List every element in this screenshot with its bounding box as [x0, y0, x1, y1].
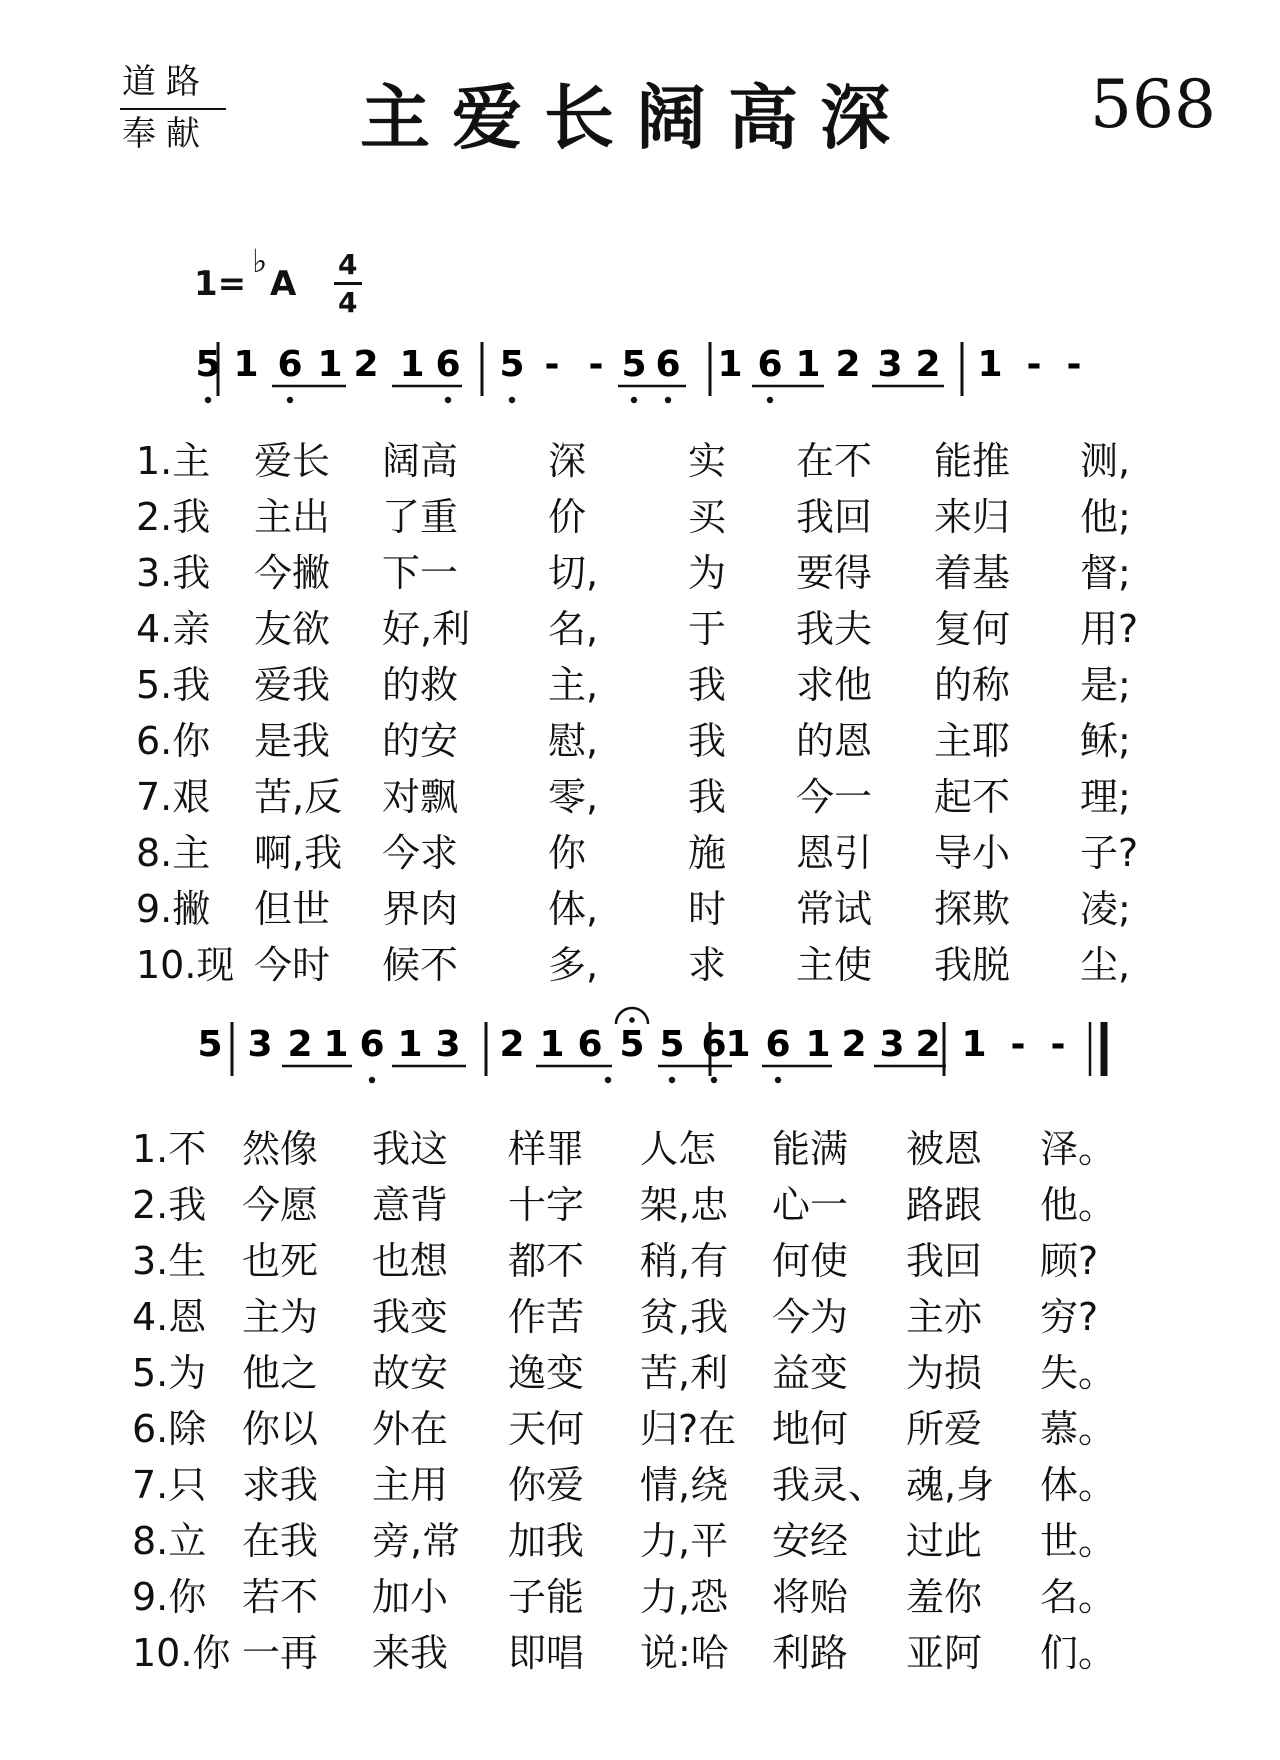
lyric-syllable: 慕。: [1040, 1407, 1117, 1451]
note: 2: [915, 1024, 941, 1065]
lyric-syllable: 你以: [242, 1407, 319, 1451]
note: 6: [701, 1024, 727, 1065]
lyric-syllable: 他。: [1040, 1183, 1117, 1227]
category-bottom: 奉献: [122, 114, 210, 154]
notation-line-1: [0, 330, 1280, 420]
key-letter: A: [270, 264, 297, 304]
note: 5: [621, 344, 647, 385]
lyric-syllable: 能推: [934, 439, 1011, 483]
lyric-syllable: 2.我: [132, 1183, 207, 1227]
lyric-syllable: 魂,身: [906, 1463, 995, 1507]
time-signature-bottom: 4: [338, 286, 358, 319]
lyric-syllable: 尘,: [1080, 943, 1131, 987]
lyric-syllable: 好,利: [382, 607, 471, 651]
lyric-syllable: 主使: [796, 943, 873, 987]
note: 3: [877, 344, 903, 385]
lyric-syllable: 在不: [796, 439, 873, 483]
lyric-syllable: 羞你: [906, 1575, 983, 1619]
lyric-syllable: 作苦: [508, 1295, 585, 1339]
lyric-syllable: 理;: [1080, 775, 1131, 819]
lyric-syllable: 我脱: [934, 943, 1011, 987]
note: -: [1026, 344, 1042, 385]
lyric-syllable: 今时: [254, 943, 331, 987]
lyric-syllable: 5.我: [136, 663, 211, 707]
lyric-syllable: 要得: [796, 551, 873, 595]
lyric-syllable: 我回: [906, 1239, 983, 1283]
note: 5: [195, 344, 221, 385]
lyric-syllable: 世。: [1040, 1519, 1117, 1563]
lyric-syllable: 稍,有: [640, 1239, 729, 1283]
lyric-syllable: 爱我: [254, 663, 331, 707]
lyric-syllable: 为损: [906, 1351, 983, 1395]
low-octave-dot: [631, 397, 637, 403]
lyric-syllable: 10.现: [136, 943, 235, 987]
lyric-syllable: 贫,我: [640, 1295, 729, 1339]
lyric-syllable: 今为: [772, 1295, 849, 1339]
lyric-syllable: 苦,利: [640, 1351, 729, 1395]
low-octave-dot: [445, 397, 451, 403]
lyric-syllable: 你爱: [508, 1463, 585, 1507]
lyric-syllable: 我夫: [796, 607, 873, 651]
lyric-syllable: 安经: [772, 1519, 849, 1563]
note: 1: [725, 1024, 751, 1065]
note: 1: [795, 344, 821, 385]
lyric-syllable: 都不: [508, 1239, 585, 1283]
lyric-syllable: 地何: [772, 1407, 849, 1451]
hymn-title: 主爱长阔高深: [360, 77, 912, 159]
lyric-syllable: 但世: [254, 887, 331, 931]
lyric-syllable: 施: [688, 831, 727, 875]
lyric-syllable: 7.只: [132, 1463, 207, 1507]
lyric-syllable: 多,: [548, 943, 599, 987]
lyric-syllable: 顾?: [1040, 1239, 1099, 1283]
low-octave-dot: [669, 1077, 675, 1083]
time-signature-top: 4: [338, 248, 358, 281]
lyric-syllable: 心一: [772, 1183, 849, 1227]
note: -: [1066, 344, 1082, 385]
lyric-syllable: 外在: [372, 1407, 449, 1451]
lyric-syllable: 路跟: [906, 1183, 983, 1227]
note: 6: [655, 344, 681, 385]
lyric-syllable: 求: [688, 943, 727, 987]
lyric-syllable: 主用: [372, 1463, 449, 1507]
lyric-syllable: 主亦: [906, 1295, 983, 1339]
lyric-syllable: 旁,常: [372, 1519, 461, 1563]
lyric-syllable: 一再: [242, 1631, 319, 1675]
lyric-syllable: 也想: [372, 1239, 449, 1283]
lyric-syllable: 下一: [382, 551, 459, 595]
lyric-syllable: 能满: [772, 1127, 849, 1171]
lyric-syllable: 即唱: [508, 1631, 585, 1675]
lyric-syllable: 啊,我: [254, 831, 343, 875]
lyric-syllable: 对飘: [382, 775, 459, 819]
note: 3: [247, 1024, 273, 1065]
lyric-syllable: 复何: [934, 607, 1011, 651]
note: 1: [805, 1024, 831, 1065]
note: 1: [323, 1024, 349, 1065]
lyric-syllable: 深: [548, 439, 587, 483]
lyric-syllable: 我: [688, 663, 727, 707]
lyric-syllable: 将贻: [772, 1575, 849, 1619]
lyric-syllable: 泽。: [1040, 1127, 1117, 1171]
lyric-syllable: 你: [548, 831, 587, 875]
lyric-syllable: 时: [688, 887, 727, 931]
lyric-syllable: 的称: [934, 663, 1011, 707]
note: 1: [317, 344, 343, 385]
lyric-syllable: 今求: [382, 831, 459, 875]
lyric-syllable: 架,忠: [640, 1183, 729, 1227]
lyric-syllable: 然像: [242, 1127, 319, 1171]
lyric-syllable: 阔高: [382, 439, 459, 483]
lyric-syllable: 子?: [1080, 831, 1139, 875]
note: 2: [353, 344, 379, 385]
note: 5: [499, 344, 525, 385]
lyric-syllable: 3.生: [132, 1239, 207, 1283]
lyric-syllable: 体。: [1040, 1463, 1117, 1507]
lyric-syllable: 我: [688, 775, 727, 819]
key-prefix: 1=: [194, 264, 247, 304]
lyric-syllable: 1.主: [136, 439, 211, 483]
lyric-syllable: 候不: [382, 943, 459, 987]
lyric-syllable: 的救: [382, 663, 459, 707]
lyric-syllable: 凌;: [1080, 887, 1131, 931]
lyric-syllable: 7.艰: [136, 775, 211, 819]
lyric-syllable: 我: [688, 719, 727, 763]
lyric-syllable: 为: [688, 551, 727, 595]
lyric-syllable: 情,绕: [640, 1463, 729, 1507]
lyric-syllable: 子能: [508, 1575, 585, 1619]
low-octave-dot: [509, 397, 515, 403]
notation-line-2: [0, 1000, 1280, 1110]
lyric-syllable: 加小: [372, 1575, 449, 1619]
lyric-syllable: 样罪: [508, 1127, 585, 1171]
note: 6: [757, 344, 783, 385]
lyric-syllable: 是我: [254, 719, 331, 763]
lyric-syllable: 我变: [372, 1295, 449, 1339]
lyric-syllable: 稣;: [1080, 719, 1131, 763]
lyric-syllable: 零,: [548, 775, 599, 819]
lyric-syllable: 买: [688, 495, 727, 539]
lyric-syllable: 十字: [508, 1183, 585, 1227]
lyric-syllable: 主出: [254, 495, 331, 539]
note: 2: [499, 1024, 525, 1065]
note: 6: [765, 1024, 791, 1065]
lyric-syllable: 主,: [548, 663, 599, 707]
note: 1: [539, 1024, 565, 1065]
lyric-syllable: 归?在: [640, 1407, 737, 1451]
lyric-syllable: 4.恩: [132, 1295, 207, 1339]
lyric-syllable: 意背: [372, 1183, 449, 1227]
lyric-syllable: 友欲: [254, 607, 331, 651]
note: 6: [435, 344, 461, 385]
note: 3: [879, 1024, 905, 1065]
lyric-syllable: 测,: [1080, 439, 1131, 483]
note: -: [1010, 1024, 1026, 1065]
note: 5: [659, 1024, 685, 1065]
lyric-syllable: 也死: [242, 1239, 319, 1283]
note: 1: [717, 344, 743, 385]
lyric-syllable: 今撇: [254, 551, 331, 595]
note: 1: [977, 344, 1003, 385]
lyric-syllable: 实: [688, 439, 727, 483]
low-octave-dot: [665, 397, 671, 403]
lyric-syllable: 慰,: [548, 719, 599, 763]
note: 2: [915, 344, 941, 385]
lyric-syllable: 加我: [508, 1519, 585, 1563]
lyric-syllable: 恩引: [796, 831, 873, 875]
hymn-number: 568: [1090, 66, 1216, 143]
lyric-syllable: 界肉: [382, 887, 459, 931]
lyric-syllable: 我回: [796, 495, 873, 539]
lyric-syllable: 的恩: [796, 719, 873, 763]
lyric-syllable: 我这: [372, 1127, 449, 1171]
lyric-syllable: 1.不: [132, 1127, 207, 1171]
lyric-syllable: 们。: [1040, 1631, 1117, 1675]
lyric-syllable: 用?: [1080, 607, 1139, 651]
lyric-syllable: 求我: [242, 1463, 319, 1507]
low-octave-dot: [205, 397, 211, 403]
note: 1: [399, 344, 425, 385]
lyric-syllable: 穷?: [1040, 1295, 1099, 1339]
lyric-syllable: 失。: [1040, 1351, 1117, 1395]
lyric-syllable: 8.立: [132, 1519, 207, 1563]
low-octave-dot: [369, 1077, 375, 1083]
lyric-syllable: 求他: [796, 663, 873, 707]
lyric-syllable: 的安: [382, 719, 459, 763]
note: 1: [233, 344, 259, 385]
note: 5: [197, 1024, 223, 1065]
lyric-syllable: 切,: [548, 551, 599, 595]
lyric-syllable: 10.你: [132, 1631, 231, 1675]
low-octave-dot: [711, 1077, 717, 1083]
note: 5: [619, 1024, 645, 1065]
note: 2: [835, 344, 861, 385]
lyric-syllable: 过此: [906, 1519, 983, 1563]
lyric-syllable: 今愿: [242, 1183, 319, 1227]
lyric-syllable: 3.我: [136, 551, 211, 595]
lyric-syllable: 主为: [242, 1295, 319, 1339]
lyric-syllable: 苦,反: [254, 775, 343, 819]
note: -: [1050, 1024, 1066, 1065]
lyric-syllable: 着基: [934, 551, 1011, 595]
lyric-syllable: 探欺: [934, 887, 1011, 931]
lyric-syllable: 6.除: [132, 1407, 207, 1451]
lyric-syllable: 我灵、: [772, 1463, 887, 1507]
lyric-syllable: 9.撇: [136, 887, 211, 931]
note: 6: [359, 1024, 385, 1065]
lyric-syllable: 价: [548, 495, 587, 539]
lyric-syllable: 利路: [772, 1631, 849, 1675]
lyric-syllable: 了重: [382, 495, 459, 539]
lyric-syllable: 被恩: [906, 1127, 983, 1171]
lyric-syllable: 8.主: [136, 831, 211, 875]
note: 3: [435, 1024, 461, 1065]
lyric-syllable: 名。: [1040, 1575, 1117, 1619]
lyric-syllable: 常试: [796, 887, 873, 931]
lyric-syllable: 体,: [548, 887, 599, 931]
lyric-syllable: 于: [688, 607, 727, 651]
lyric-syllable: 9.你: [132, 1575, 207, 1619]
note: 6: [277, 344, 303, 385]
lyric-syllable: 2.我: [136, 495, 211, 539]
lyric-syllable: 亚阿: [906, 1631, 983, 1675]
note: 2: [287, 1024, 313, 1065]
lyric-syllable: 他之: [242, 1351, 319, 1395]
lyric-syllable: 人怎: [640, 1127, 717, 1171]
lyric-syllable: 来归: [934, 495, 1011, 539]
lyric-syllable: 何使: [772, 1239, 849, 1283]
low-octave-dot: [775, 1077, 781, 1083]
lyric-syllable: 督;: [1080, 551, 1131, 595]
lyric-syllable: 说:哈: [640, 1631, 729, 1675]
lyric-syllable: 起不: [934, 775, 1011, 819]
lyric-syllable: 故安: [372, 1351, 449, 1395]
fermata-dot: [629, 1017, 635, 1023]
low-octave-dot: [767, 397, 773, 403]
low-octave-dot: [287, 397, 293, 403]
note: 1: [961, 1024, 987, 1065]
lyric-syllable: 4.亲: [136, 607, 211, 651]
note: -: [544, 344, 560, 385]
note: 1: [397, 1024, 423, 1065]
lyric-syllable: 他;: [1080, 495, 1131, 539]
lyric-syllable: 若不: [242, 1575, 319, 1619]
category-divider: [120, 108, 226, 110]
flat-sign: ♭: [252, 242, 268, 280]
lyric-syllable: 来我: [372, 1631, 449, 1675]
lyric-syllable: 是;: [1080, 663, 1131, 707]
lyric-syllable: 6.你: [136, 719, 211, 763]
lyric-syllable: 力,恐: [640, 1575, 729, 1619]
lyric-syllable: 主耶: [934, 719, 1011, 763]
lyric-syllable: 逸变: [508, 1351, 585, 1395]
low-octave-dot: [605, 1077, 611, 1083]
note: 6: [577, 1024, 603, 1065]
lyric-syllable: 在我: [242, 1519, 319, 1563]
lyric-syllable: 今一: [796, 775, 873, 819]
note: -: [588, 344, 604, 385]
lyric-syllable: 天何: [508, 1407, 585, 1451]
lyric-syllable: 力,平: [640, 1519, 729, 1563]
lyric-syllable: 5.为: [132, 1351, 207, 1395]
lyric-syllable: 益变: [772, 1351, 849, 1395]
category-top: 道路: [122, 62, 210, 102]
lyric-syllable: 名,: [548, 607, 599, 651]
note: 2: [841, 1024, 867, 1065]
time-signature-bar: [334, 282, 362, 285]
lyric-syllable: 导小: [934, 831, 1011, 875]
lyric-syllable: 爱长: [254, 439, 331, 483]
lyric-syllable: 所爱: [906, 1407, 983, 1451]
